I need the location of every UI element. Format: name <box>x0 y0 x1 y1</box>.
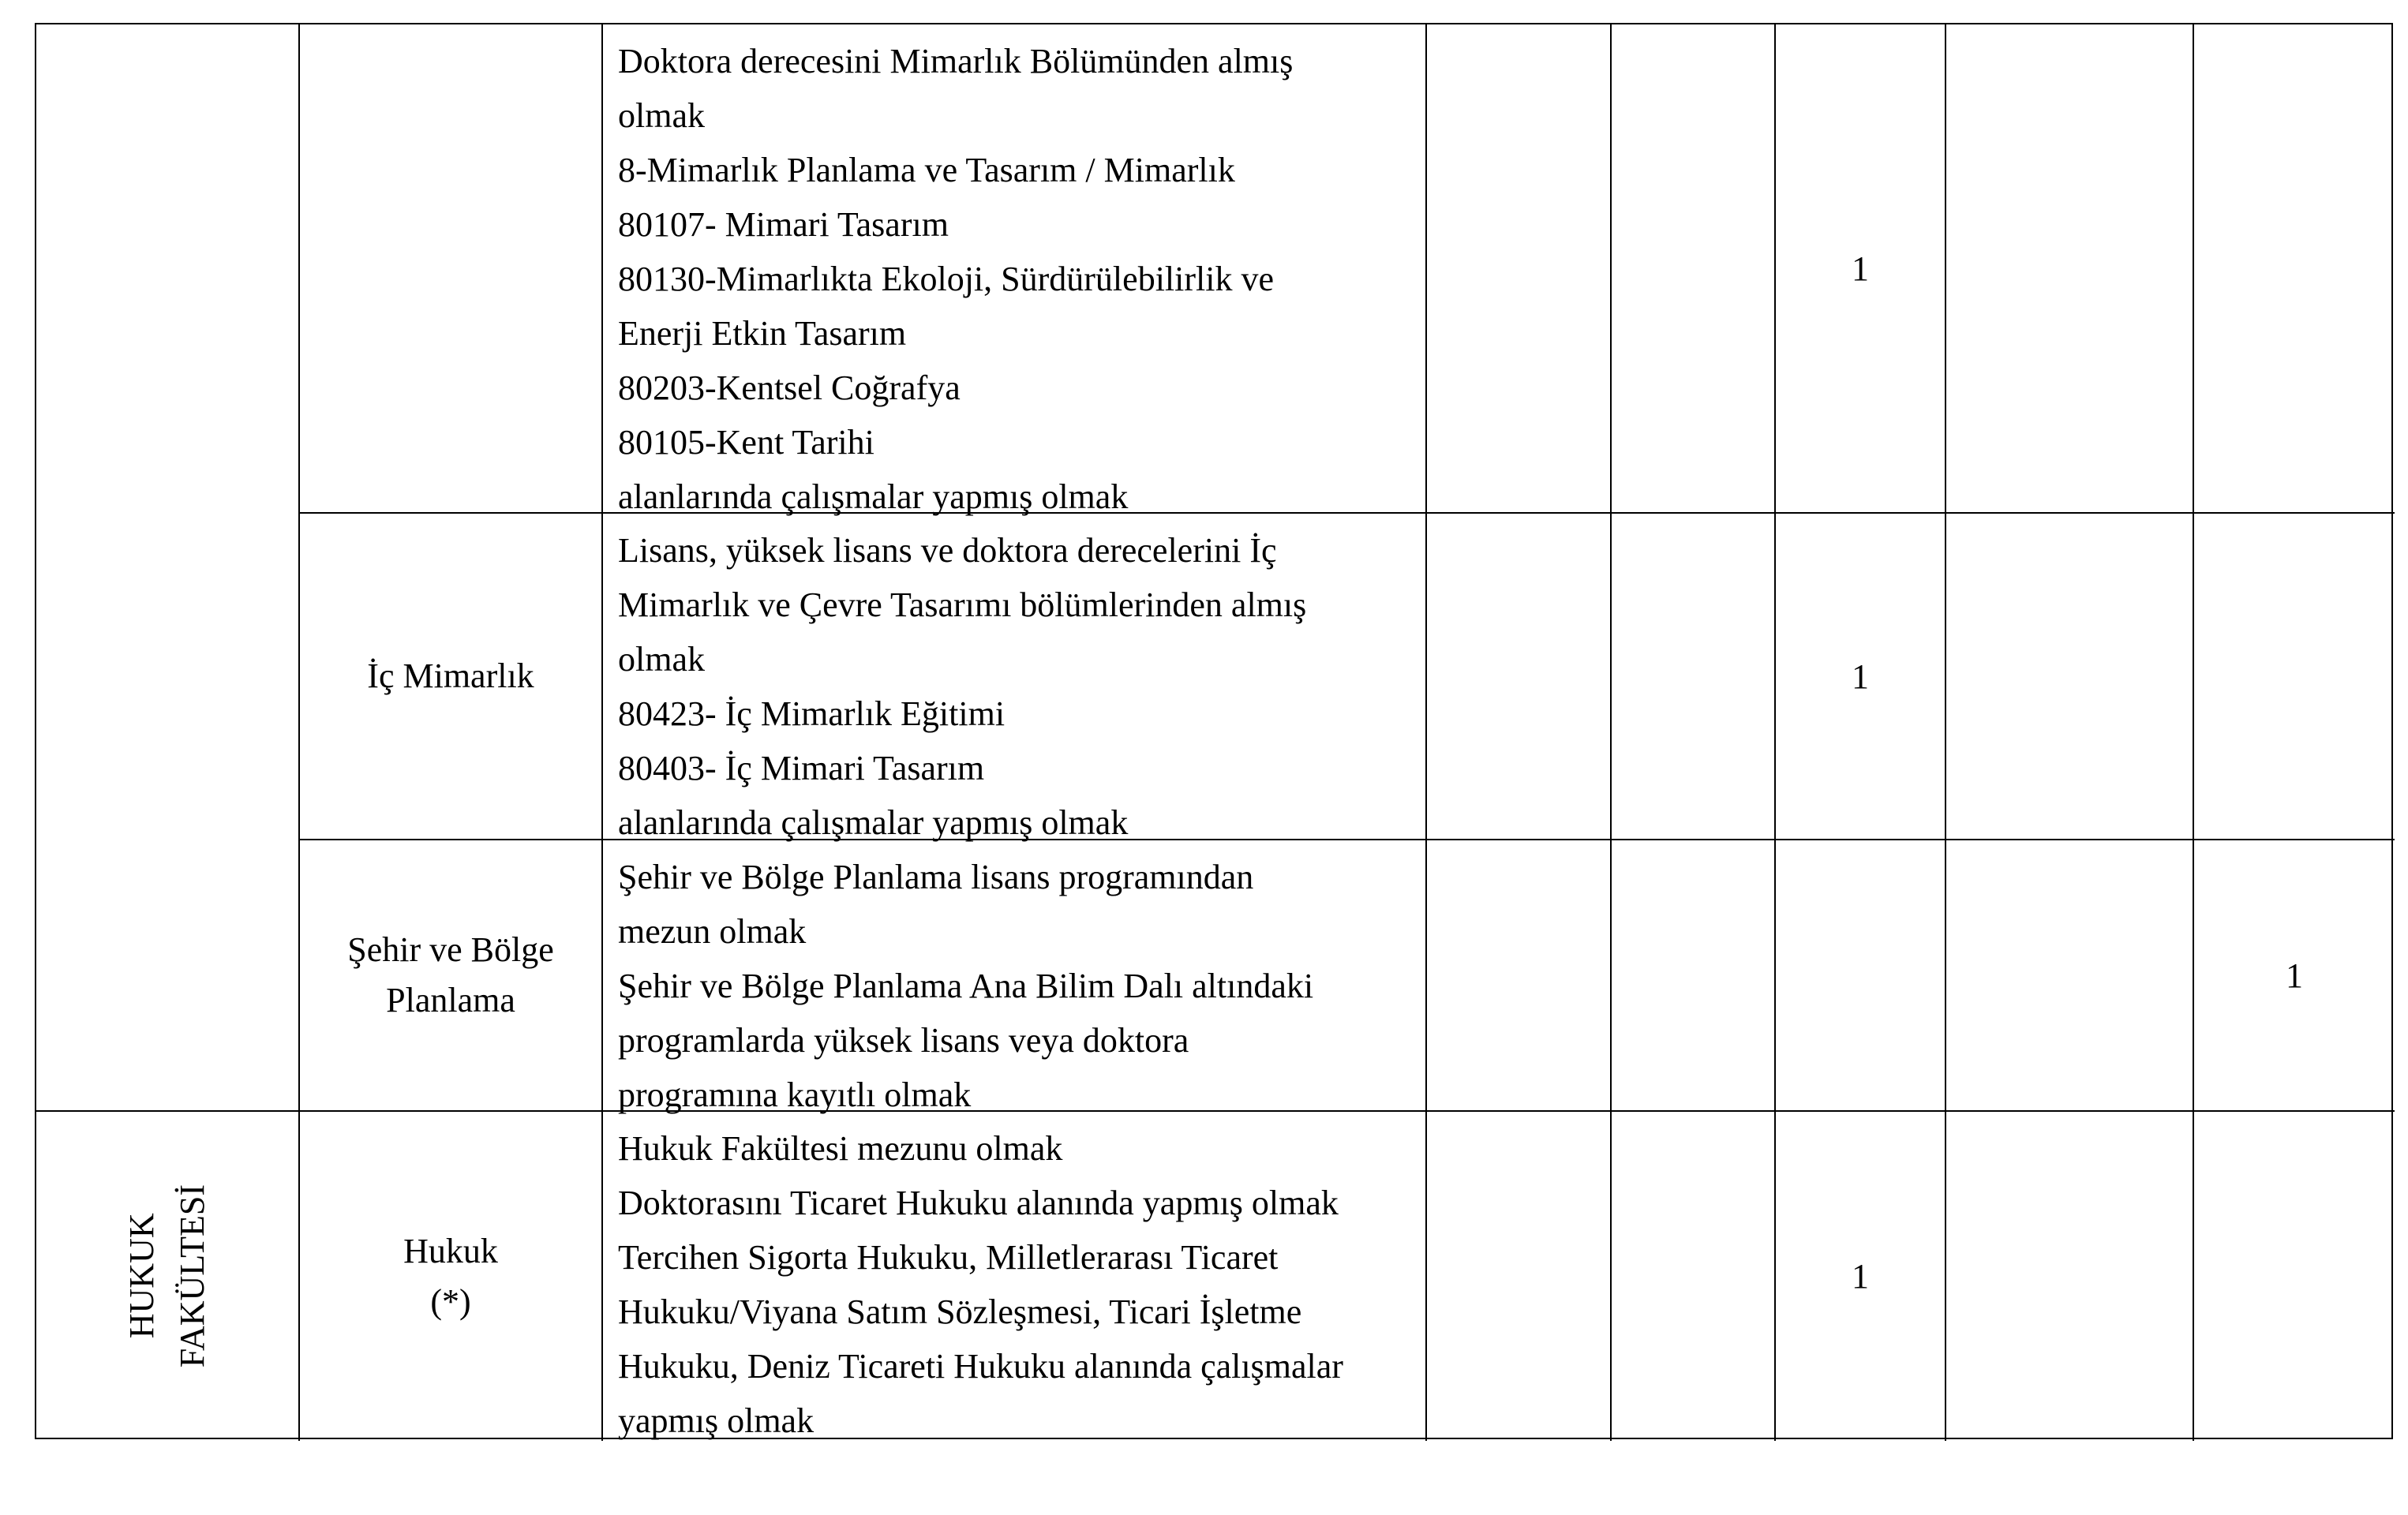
requirement-line: mezun olmak <box>618 912 807 951</box>
department-cell-row-1 <box>300 24 603 514</box>
requirements-cell-row-4 <box>603 1112 1427 1441</box>
requirement-line: Tercihen Sigorta Hukuku, Milletlerarası Ticaret <box>618 1238 1279 1277</box>
requirement-line: Mimarlık ve Çevre Tasarımı bölümlerinden almış <box>618 585 1307 624</box>
count-cell-row-2-col-1 <box>1427 514 1612 840</box>
count-cell-row-2-col-3: 1 <box>1776 514 1946 840</box>
requirements-cell-row-1 <box>603 24 1427 514</box>
requirement-line: 80107- Mimari Tasarım <box>618 205 949 244</box>
requirement-line: alanlarında çalışmalar yapmış olmak <box>618 477 1129 516</box>
count-cell-row-1-col-1 <box>1427 24 1612 514</box>
requirements-cell-row-3 <box>603 840 1427 1112</box>
count-cell-row-1-col-4 <box>1946 24 2194 514</box>
count-cell-row-4-col-5 <box>2194 1112 2395 1441</box>
requirement-line: 80203-Kentsel Coğrafya <box>618 368 961 407</box>
requirement-line: olmak <box>618 640 705 679</box>
requirement-line: Doktorasını Ticaret Hukuku alanında yapmış olmak <box>618 1184 1339 1222</box>
count-cell-row-4-col-2 <box>1612 1112 1776 1441</box>
requirement-line: Hukuku, Deniz Ticareti Hukuku alanında çalışmalar <box>618 1347 1343 1386</box>
count-cell-row-4-col-1 <box>1427 1112 1612 1441</box>
requirement-line: 80403- İç Mimari Tasarım <box>618 749 985 787</box>
requirement-line: Enerji Etkin Tasarım <box>618 314 907 353</box>
department-name: Şehir ve Bölge <box>347 930 554 969</box>
requirements-cell-row-2 <box>603 514 1427 840</box>
requirement-line: Lisans, yüksek lisans ve doktora derecelerini İç <box>618 531 1277 570</box>
department-cell-row-4 <box>300 1112 603 1441</box>
requirement-line: Doktora derecesini Mimarlık Bölümünden almış <box>618 42 1294 80</box>
count-cell-row-3-col-2 <box>1612 840 1776 1112</box>
count-cell-row-4-col-4 <box>1946 1112 2194 1441</box>
requirement-line: Şehir ve Bölge Planlama lisans programından <box>618 858 1254 896</box>
count-cell-row-2-col-2 <box>1612 514 1776 840</box>
count-cell-row-3-col-1 <box>1427 840 1612 1112</box>
faculty-name-vertical <box>117 1184 218 1367</box>
department-cell-row-3 <box>300 840 603 1112</box>
faculty-name: HUKUK <box>122 1214 161 1339</box>
requirement-line: alanlarında çalışmalar yapmış olmak <box>618 803 1129 842</box>
department-name: Hukuk <box>403 1231 498 1270</box>
count-cell-row-1-col-2 <box>1612 24 1776 514</box>
department-name: Planlama <box>386 981 515 1019</box>
requirement-line: 8-Mimarlık Planlama ve Tasarım / Mimarlık <box>618 151 1235 189</box>
count-cell-row-3-col-5: 1 <box>2194 840 2395 1112</box>
count-cell-row-3-col-3 <box>1776 840 1946 1112</box>
count-cell-row-4-col-3: 1 <box>1776 1112 1946 1441</box>
requirement-line: programına kayıtlı olmak <box>618 1075 972 1114</box>
faculty-cell-architecture <box>36 24 300 1112</box>
department-name: İç Mimarlık <box>367 656 534 695</box>
faculty-name: FAKÜLTESİ <box>173 1184 212 1368</box>
requirement-line: 80105-Kent Tarihi <box>618 423 874 462</box>
requirement-line: programlarda yüksek lisans veya doktora <box>618 1021 1189 1060</box>
requirement-line: Şehir ve Bölge Planlama Ana Bilim Dalı altındaki <box>618 967 1314 1005</box>
count-cell-row-3-col-4 <box>1946 840 2194 1112</box>
requirement-line: olmak <box>618 96 705 135</box>
department-cell-row-2 <box>300 514 603 840</box>
requirement-line: yapmış olmak <box>618 1401 815 1440</box>
department-note: (*) <box>430 1281 471 1321</box>
faculty-cell-law <box>36 1112 300 1441</box>
count-cell-row-1-col-5 <box>2194 24 2395 514</box>
count-cell-row-1-col-3: 1 <box>1776 24 1946 514</box>
requirement-line: 80423- İç Mimarlık Eğitimi <box>618 694 1006 733</box>
requirement-line: Hukuk Fakültesi mezunu olmak <box>618 1129 1063 1168</box>
requirement-line: Hukuku/Viyana Satım Sözleşmesi, Ticari İşletme <box>618 1292 1302 1331</box>
count-cell-row-2-col-5 <box>2194 514 2395 840</box>
staff-requirements-table <box>35 23 2393 1439</box>
count-cell-row-2-col-4 <box>1946 514 2194 840</box>
requirement-line: 80130-Mimarlıkta Ekoloji, Sürdürülebilirlik ve <box>618 260 1274 298</box>
